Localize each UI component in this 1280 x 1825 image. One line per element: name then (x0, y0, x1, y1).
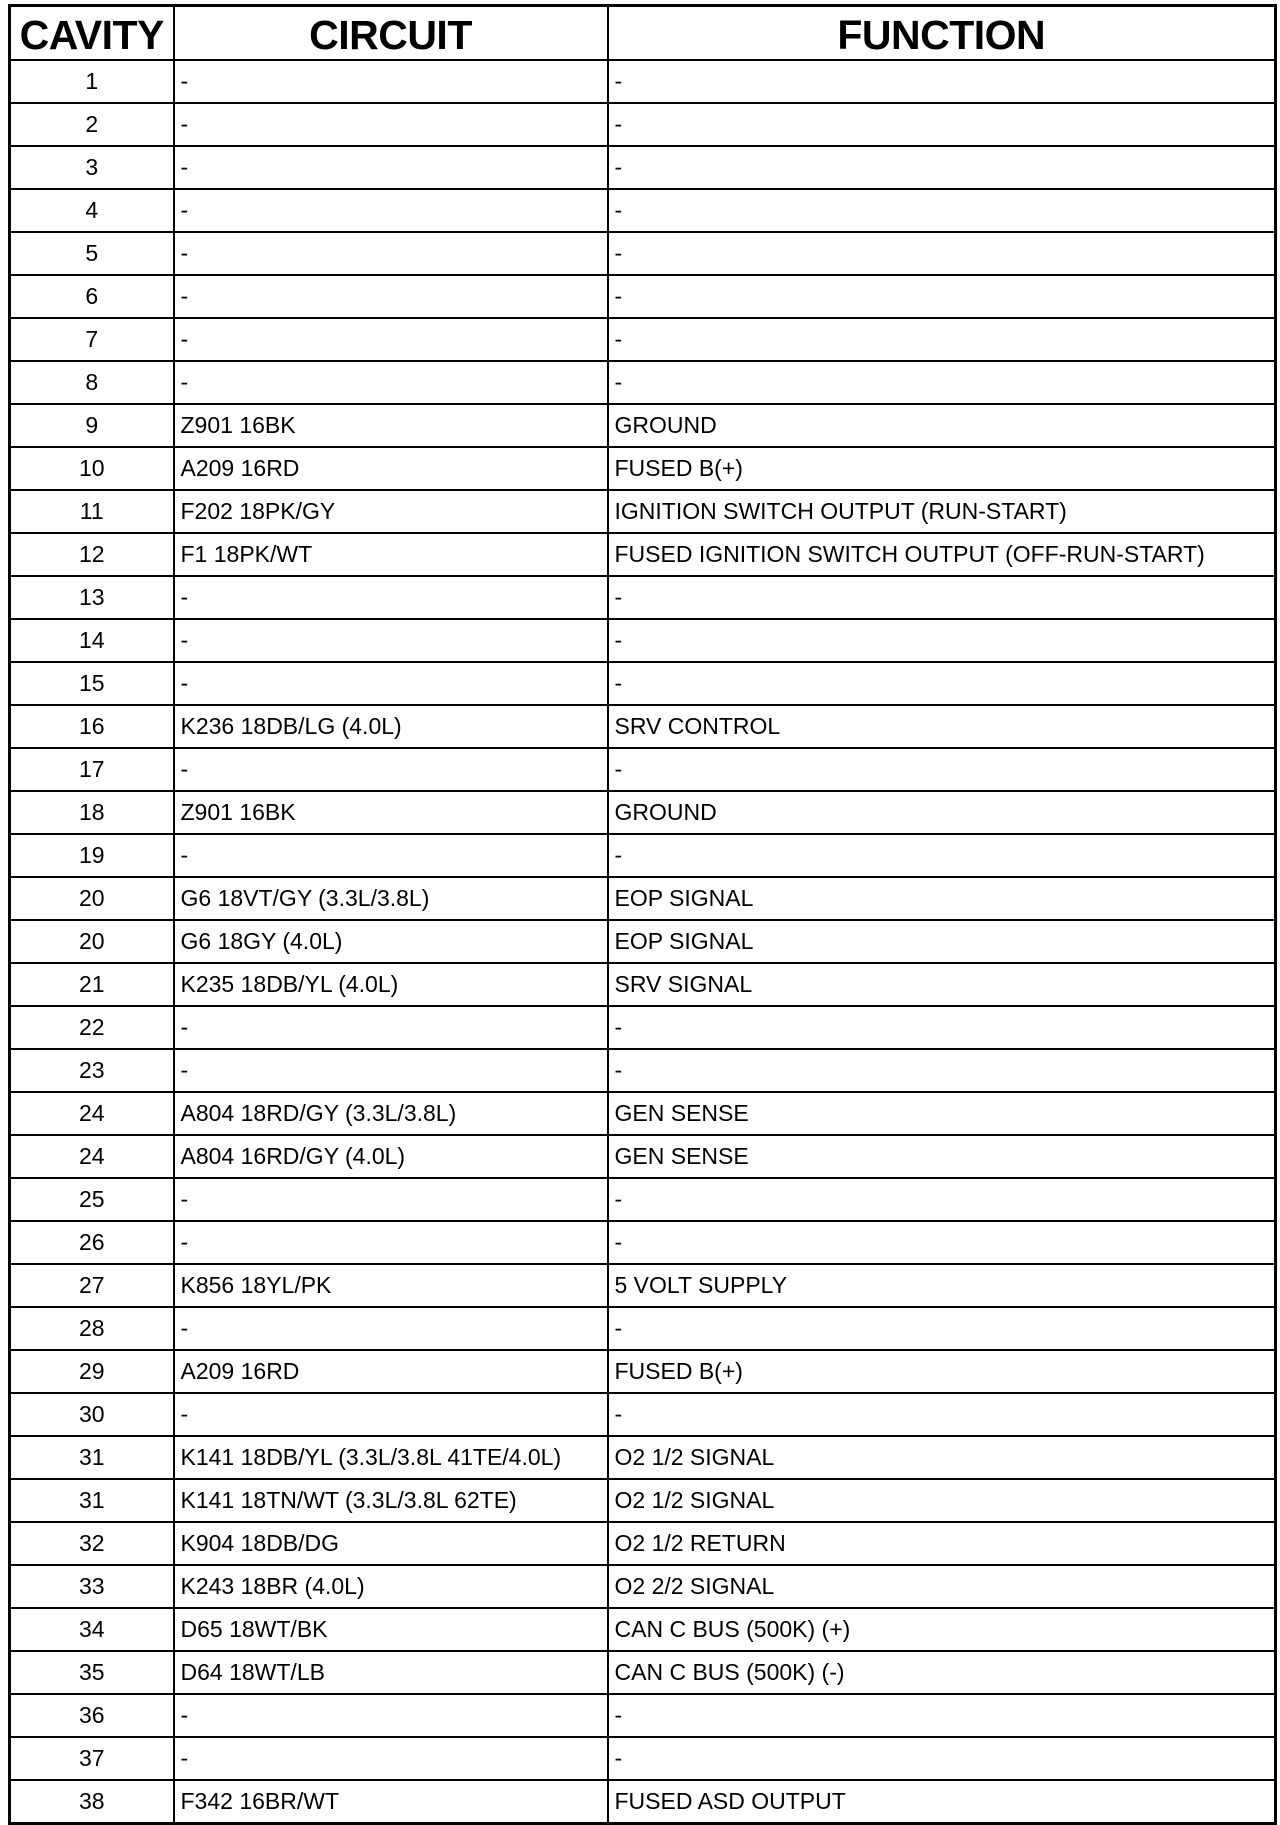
cavity-cell: 28 (10, 1307, 174, 1350)
function-cell: - (608, 576, 1276, 619)
table-row (10, 1178, 1276, 1221)
circuit-cell: K236 18DB/LG (4.0L) (174, 705, 608, 748)
table-row (10, 576, 1276, 619)
circuit-cell: F1 18PK/WT (174, 533, 608, 576)
circuit-cell: - (174, 1393, 608, 1436)
cavity-cell: 1 (10, 60, 174, 103)
circuit-cell: - (174, 146, 608, 189)
cavity-cell: 38 (10, 1780, 174, 1824)
function-cell: GROUND (608, 404, 1276, 447)
cavity-cell: 27 (10, 1264, 174, 1307)
header-row (10, 6, 1276, 61)
function-cell: 5 VOLT SUPPLY (608, 1264, 1276, 1307)
table-row (10, 1350, 1276, 1393)
function-cell: GEN SENSE (608, 1135, 1276, 1178)
table-row (10, 146, 1276, 189)
circuit-cell: - (174, 361, 608, 404)
cavity-cell: 22 (10, 1006, 174, 1049)
column-header-cavity: CAVITY (10, 6, 174, 61)
function-cell: FUSED B(+) (608, 447, 1276, 490)
function-cell: - (608, 1393, 1276, 1436)
table-row (10, 404, 1276, 447)
circuit-cell: - (174, 1221, 608, 1264)
cavity-cell: 31 (10, 1436, 174, 1479)
cavity-cell: 12 (10, 533, 174, 576)
table-body (10, 60, 1276, 1824)
function-cell: - (608, 60, 1276, 103)
cavity-cell: 6 (10, 275, 174, 318)
table-row (10, 1479, 1276, 1522)
function-cell: - (608, 748, 1276, 791)
cavity-cell: 13 (10, 576, 174, 619)
cavity-cell: 3 (10, 146, 174, 189)
cavity-cell: 2 (10, 103, 174, 146)
cavity-cell: 36 (10, 1694, 174, 1737)
function-cell: - (608, 1006, 1276, 1049)
cavity-cell: 29 (10, 1350, 174, 1393)
cavity-cell: 16 (10, 705, 174, 748)
circuit-cell: F202 18PK/GY (174, 490, 608, 533)
function-cell: - (608, 275, 1276, 318)
table-row (10, 1135, 1276, 1178)
circuit-cell: - (174, 748, 608, 791)
cavity-cell: 25 (10, 1178, 174, 1221)
circuit-cell: - (174, 232, 608, 275)
function-cell: - (608, 103, 1276, 146)
table-header (10, 6, 1276, 61)
table-row (10, 189, 1276, 232)
circuit-cell: K904 18DB/DG (174, 1522, 608, 1565)
cavity-cell: 14 (10, 619, 174, 662)
function-cell: O2 2/2 SIGNAL (608, 1565, 1276, 1608)
circuit-cell: - (174, 1737, 608, 1780)
table-row (10, 1307, 1276, 1350)
function-cell: - (608, 619, 1276, 662)
table-row (10, 1737, 1276, 1780)
function-cell: O2 1/2 SIGNAL (608, 1436, 1276, 1479)
function-cell: - (608, 1694, 1276, 1737)
table-row (10, 1436, 1276, 1479)
cavity-cell: 19 (10, 834, 174, 877)
circuit-cell: - (174, 1307, 608, 1350)
cavity-cell: 35 (10, 1651, 174, 1694)
function-cell: SRV CONTROL (608, 705, 1276, 748)
circuit-cell: A209 16RD (174, 447, 608, 490)
table-row (10, 662, 1276, 705)
function-cell: GROUND (608, 791, 1276, 834)
function-cell: - (608, 189, 1276, 232)
circuit-cell: - (174, 275, 608, 318)
circuit-cell: K235 18DB/YL (4.0L) (174, 963, 608, 1006)
cavity-cell: 5 (10, 232, 174, 275)
cavity-cell: 26 (10, 1221, 174, 1264)
table-row (10, 748, 1276, 791)
circuit-cell: - (174, 103, 608, 146)
cavity-cell: 31 (10, 1479, 174, 1522)
table-row (10, 920, 1276, 963)
function-cell: CAN C BUS (500K) (+) (608, 1608, 1276, 1651)
circuit-cell: K141 18DB/YL (3.3L/3.8L 41TE/4.0L) (174, 1436, 608, 1479)
circuit-cell: - (174, 662, 608, 705)
table-row (10, 275, 1276, 318)
cavity-cell: 32 (10, 1522, 174, 1565)
cavity-cell: 37 (10, 1737, 174, 1780)
circuit-cell: Z901 16BK (174, 404, 608, 447)
function-cell: - (608, 662, 1276, 705)
circuit-cell: - (174, 834, 608, 877)
table-row (10, 103, 1276, 146)
cavity-cell: 17 (10, 748, 174, 791)
cavity-cell: 20 (10, 877, 174, 920)
table-row (10, 877, 1276, 920)
circuit-cell: - (174, 1178, 608, 1221)
table-row (10, 1006, 1276, 1049)
function-cell: GEN SENSE (608, 1092, 1276, 1135)
cavity-cell: 8 (10, 361, 174, 404)
function-cell: FUSED ASD OUTPUT (608, 1780, 1276, 1824)
table-row (10, 490, 1276, 533)
function-cell: EOP SIGNAL (608, 920, 1276, 963)
cavity-cell: 15 (10, 662, 174, 705)
table-row (10, 1393, 1276, 1436)
cavity-cell: 33 (10, 1565, 174, 1608)
table-row (10, 619, 1276, 662)
circuit-cell: A209 16RD (174, 1350, 608, 1393)
function-cell: FUSED IGNITION SWITCH OUTPUT (OFF-RUN-START) (608, 533, 1276, 576)
connector-pinout-sheet (8, 4, 1274, 1825)
function-cell: O2 1/2 SIGNAL (608, 1479, 1276, 1522)
table-row (10, 60, 1276, 103)
circuit-cell: Z901 16BK (174, 791, 608, 834)
function-cell: - (608, 1178, 1276, 1221)
circuit-cell: D64 18WT/LB (174, 1651, 608, 1694)
cavity-cell: 23 (10, 1049, 174, 1092)
function-cell: - (608, 1221, 1276, 1264)
table-row (10, 1522, 1276, 1565)
table-row (10, 1694, 1276, 1737)
cavity-cell: 9 (10, 404, 174, 447)
circuit-cell: - (174, 60, 608, 103)
table-row (10, 963, 1276, 1006)
function-cell: - (608, 318, 1276, 361)
circuit-cell: - (174, 619, 608, 662)
function-cell: CAN C BUS (500K) (-) (608, 1651, 1276, 1694)
circuit-cell: G6 18GY (4.0L) (174, 920, 608, 963)
circuit-cell: A804 16RD/GY (4.0L) (174, 1135, 608, 1178)
circuit-cell: - (174, 318, 608, 361)
cavity-cell: 34 (10, 1608, 174, 1651)
function-cell: - (608, 834, 1276, 877)
cavity-cell: 7 (10, 318, 174, 361)
cavity-cell: 30 (10, 1393, 174, 1436)
table-row (10, 318, 1276, 361)
circuit-cell: - (174, 1049, 608, 1092)
circuit-cell: - (174, 1006, 608, 1049)
cavity-cell: 24 (10, 1092, 174, 1135)
table-row (10, 361, 1276, 404)
function-cell: IGNITION SWITCH OUTPUT (RUN-START) (608, 490, 1276, 533)
table-row (10, 705, 1276, 748)
function-cell: - (608, 361, 1276, 404)
function-cell: FUSED B(+) (608, 1350, 1276, 1393)
circuit-cell: D65 18WT/BK (174, 1608, 608, 1651)
table-row (10, 1049, 1276, 1092)
table-row (10, 232, 1276, 275)
function-cell: - (608, 232, 1276, 275)
table-row (10, 1221, 1276, 1264)
circuit-cell: K243 18BR (4.0L) (174, 1565, 608, 1608)
table-row (10, 447, 1276, 490)
cavity-cell: 18 (10, 791, 174, 834)
circuit-cell: F342 16BR/WT (174, 1780, 608, 1824)
function-cell: - (608, 1737, 1276, 1780)
connector-pinout-table (8, 4, 1277, 1825)
cavity-cell: 10 (10, 447, 174, 490)
circuit-cell: A804 18RD/GY (3.3L/3.8L) (174, 1092, 608, 1135)
cavity-cell: 21 (10, 963, 174, 1006)
function-cell: - (608, 146, 1276, 189)
circuit-cell: - (174, 1694, 608, 1737)
circuit-cell: G6 18VT/GY (3.3L/3.8L) (174, 877, 608, 920)
function-cell: - (608, 1307, 1276, 1350)
column-header-function: FUNCTION (608, 6, 1276, 61)
circuit-cell: K856 18YL/PK (174, 1264, 608, 1307)
circuit-cell: K141 18TN/WT (3.3L/3.8L 62TE) (174, 1479, 608, 1522)
cavity-cell: 11 (10, 490, 174, 533)
function-cell: O2 1/2 RETURN (608, 1522, 1276, 1565)
table-row (10, 533, 1276, 576)
table-row (10, 1264, 1276, 1307)
table-row (10, 791, 1276, 834)
function-cell: SRV SIGNAL (608, 963, 1276, 1006)
function-cell: - (608, 1049, 1276, 1092)
table-row (10, 1092, 1276, 1135)
column-header-circuit: CIRCUIT (174, 6, 608, 61)
circuit-cell: - (174, 576, 608, 619)
table-row (10, 1651, 1276, 1694)
table-row (10, 834, 1276, 877)
circuit-cell: - (174, 189, 608, 232)
table-row (10, 1608, 1276, 1651)
cavity-cell: 20 (10, 920, 174, 963)
function-cell: EOP SIGNAL (608, 877, 1276, 920)
table-row (10, 1565, 1276, 1608)
cavity-cell: 4 (10, 189, 174, 232)
cavity-cell: 24 (10, 1135, 174, 1178)
